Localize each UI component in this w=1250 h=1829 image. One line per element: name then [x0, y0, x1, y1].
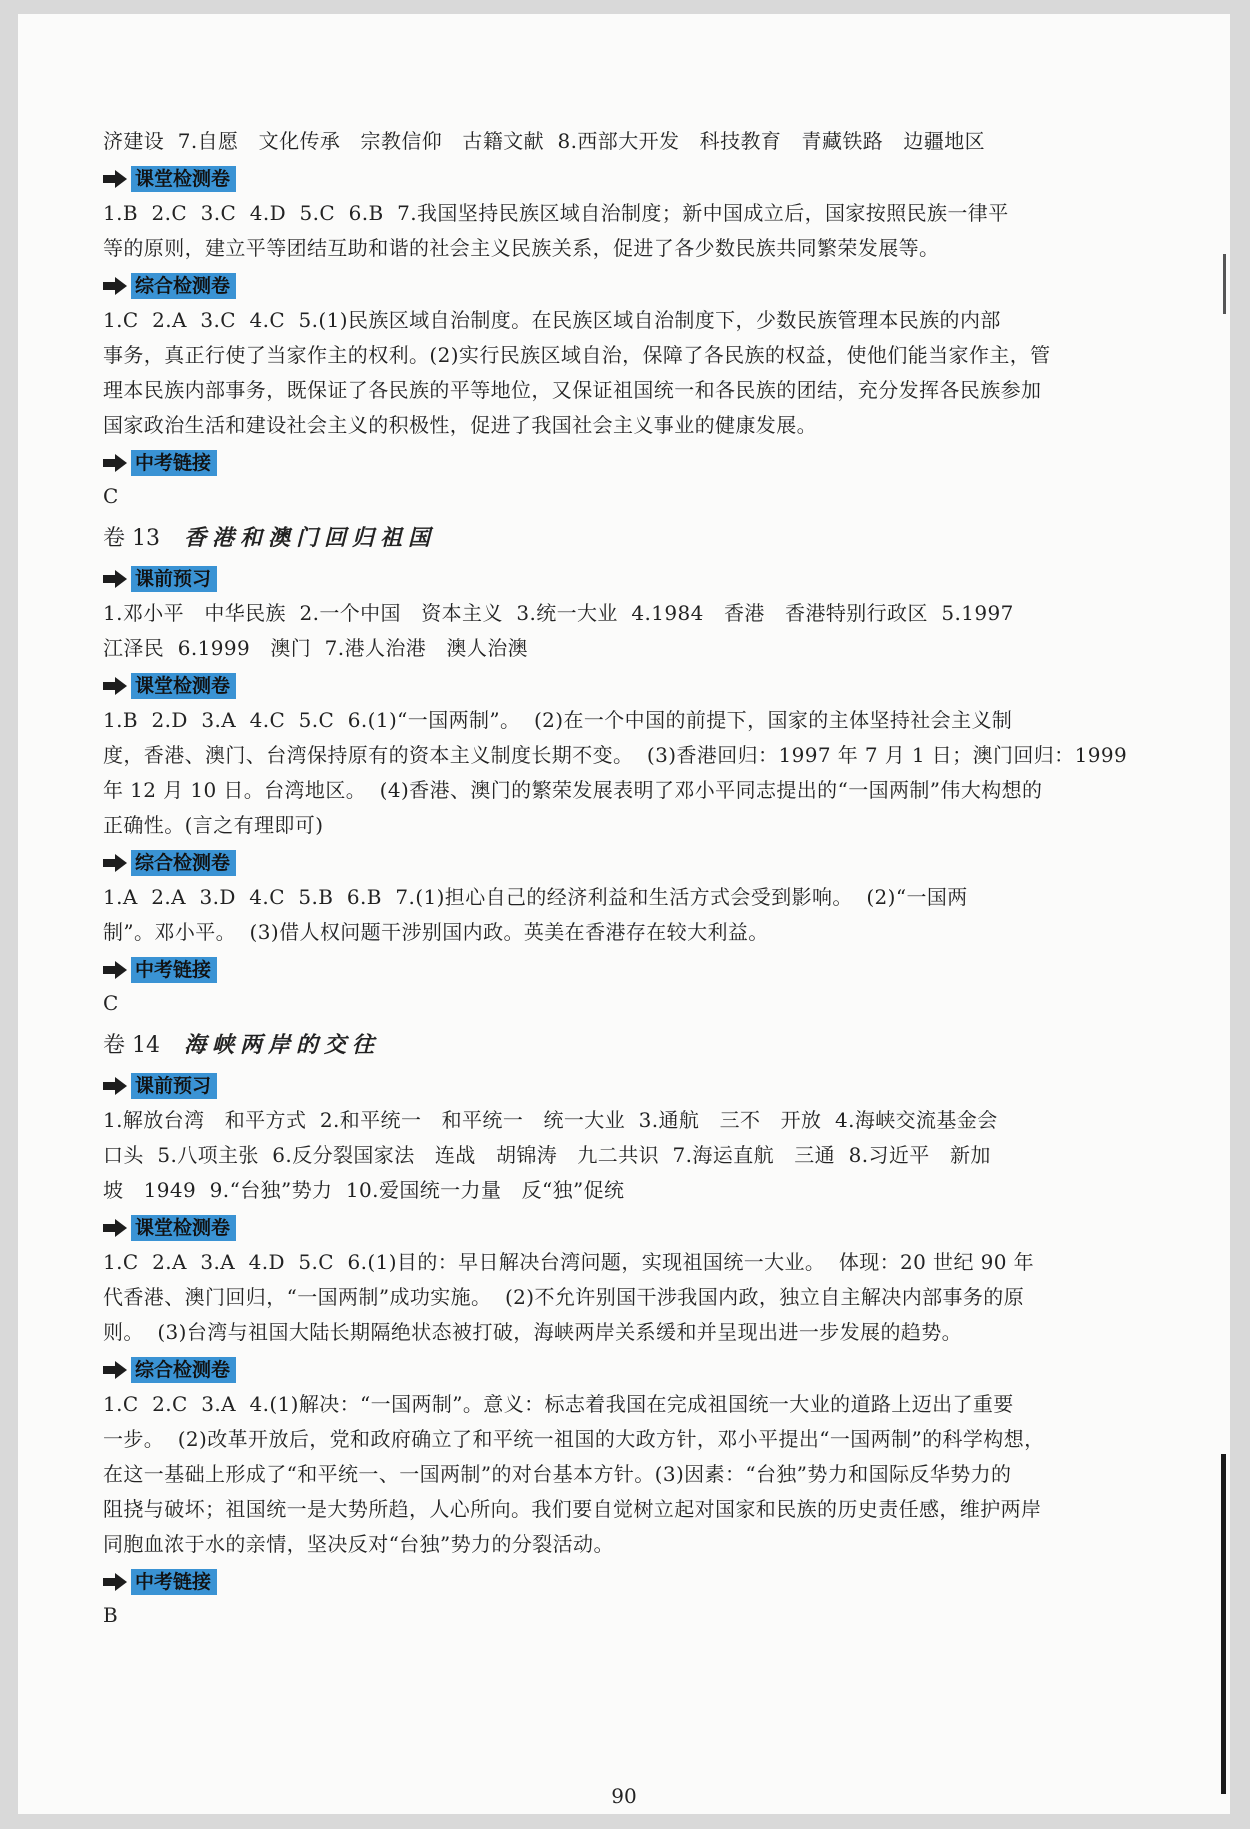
text-line: 制”。邓小平。 (3)借人权问题干涉别国内政。英美在香港存在较大利益。	[103, 920, 769, 944]
text-line: 1.C 2.C 3.A 4.(1)解决：“一国两制”。意义：标志着我国在完成祖国统一大业的道路上迈出了重要	[103, 1392, 1014, 1416]
page-content	[103, 124, 1153, 1635]
text-line: 1.解放台湾 和平方式 2.和平统一 和平统一 统一大业 3.通航 三不 开放 4.海峡交流基金会	[103, 1108, 998, 1132]
arrow-icon	[103, 454, 129, 472]
tag-label: 课前预习	[131, 566, 217, 592]
section-tag-classroom	[103, 673, 1153, 699]
tag-label: 综合检测卷	[131, 1357, 236, 1383]
text-line: 同胞血浓于水的亲情，坚决反对“台独”势力的分裂活动。	[103, 1532, 614, 1556]
arrow-icon	[103, 1219, 129, 1237]
exam-answer: C	[103, 484, 119, 508]
text-line: 国家政治生活和建设社会主义的积极性，促进了我国社会主义事业的健康发展。	[103, 413, 817, 437]
text-line: 坡 1949 9.“台独”势力 10.爱国统一力量 反“独”促统	[103, 1178, 625, 1202]
section-tag-preview	[103, 566, 1153, 592]
section-title-13	[103, 518, 1153, 559]
text-line: 江泽民 6.1999 澳门 7.港人治港 澳人治澳	[103, 636, 529, 660]
scan-edge-mark	[1223, 254, 1226, 314]
arrow-icon	[103, 854, 129, 872]
scan-edge-mark	[1221, 1454, 1226, 1794]
text-line: 等的原则，建立平等团结互助和谐的社会主义民族关系，促进了各少数民族共同繁荣发展等。	[103, 236, 940, 260]
arrow-icon	[103, 1361, 129, 1379]
section-name: 香港和澳门回归祖国	[184, 525, 437, 551]
text-line: 事务，真正行使了当家作主的权利。(2)实行民族区域自治，保障了各民族的权益，使他们能当家作主，管	[103, 343, 1051, 367]
arrow-icon	[103, 170, 129, 188]
section-tag-comprehensive	[103, 1357, 1153, 1383]
arrow-icon	[103, 277, 129, 295]
section-number: 卷 13	[103, 526, 160, 551]
section-tag-exam	[103, 957, 1153, 983]
text-line: 济建设 7.自愿 文化传承 宗教信仰 古籍文献 8.西部大开发 科技教育 青藏铁路 边疆地区	[103, 129, 986, 153]
text-line: 一步。 (2)改革开放后，党和政府确立了和平统一祖国的大政方针，邓小平提出“一国两制”的科学构想，	[103, 1427, 1045, 1451]
section-tag-classroom	[103, 166, 1153, 192]
section-number: 卷 14	[103, 1033, 160, 1058]
text-line: 口头 5.八项主张 6.反分裂国家法 连战 胡锦涛 九二共识 7.海运直航 三通 8.习近平 新加	[103, 1143, 991, 1167]
section-title-14	[103, 1025, 1153, 1066]
page-number: 90	[611, 1784, 637, 1808]
text-line: 在这一基础上形成了“和平统一、一国两制”的对台基本方针。(3)因素：“台独”势力和国际反华势力的	[103, 1462, 1012, 1486]
answer-page	[18, 14, 1230, 1814]
tag-label: 综合检测卷	[131, 850, 236, 876]
text-line: 则。 (3)台湾与祖国大陆长期隔绝状态被打破，海峡两岸关系缓和并呈现出进一步发展的趋势。	[103, 1320, 963, 1344]
section-tag-comprehensive	[103, 273, 1153, 299]
section-tag-comprehensive	[103, 850, 1153, 876]
text-line: 理本民族内部事务，既保证了各民族的平等地位，又保证祖国统一和各民族的团结，充分发挥各民族参加	[103, 378, 1042, 402]
text-line: 阻挠与破坏；祖国统一是大势所趋，人心所向。我们要自觉树立起对国家和民族的历史责任感，维护两岸	[103, 1497, 1042, 1521]
section-tag-preview	[103, 1073, 1153, 1099]
section-tag-exam	[103, 450, 1153, 476]
text-line: 1.B 2.D 3.A 4.C 5.C 6.(1)“一国两制”。 (2)在一个中国的前提下，国家的主体坚持社会主义制	[103, 708, 1013, 732]
section-tag-exam	[103, 1569, 1153, 1595]
section-tag-classroom	[103, 1215, 1153, 1241]
section-name: 海峡两岸的交往	[184, 1032, 381, 1058]
exam-answer: B	[103, 1603, 118, 1627]
text-line: 1.C 2.A 3.A 4.D 5.C 6.(1)目的：早日解决台湾问题，实现祖国统一大业。 体现：20 世纪 90 年	[103, 1250, 1035, 1274]
text-line: 1.B 2.C 3.C 4.D 5.C 6.B 7.我国坚持民族区域自治制度；新中国成立后，国家按照民族一律平	[103, 201, 1009, 225]
tag-label: 课堂检测卷	[131, 166, 236, 192]
text-line: 年 12 月 10 日。台湾地区。 (4)香港、澳门的繁荣发展表明了邓小平同志提出的“一国两制”伟大构想的	[103, 778, 1043, 802]
text-line: 度，香港、澳门、台湾保持原有的资本主义制度长期不变。 (3)香港回归：1997 年 7 月 1 日；澳门回归：1999	[103, 743, 1128, 767]
tag-label: 课前预习	[131, 1073, 217, 1099]
text-line: 代香港、澳门回归，“一国两制”成功实施。 (2)不允许别国干涉我国内政，独立自主解决内部事务的原	[103, 1285, 1025, 1309]
arrow-icon	[103, 961, 129, 979]
text-line: 1.C 2.A 3.C 4.C 5.(1)民族区域自治制度。在民族区域自治制度下，少数民族管理本民族的内部	[103, 308, 1001, 332]
tag-label: 综合检测卷	[131, 273, 236, 299]
tag-label: 中考链接	[131, 450, 217, 476]
text-line: 正确性。(言之有理即可)	[103, 813, 324, 837]
tag-label: 课堂检测卷	[131, 673, 236, 699]
tag-label: 课堂检测卷	[131, 1215, 236, 1241]
exam-answer: C	[103, 991, 119, 1015]
text-line: 1.A 2.A 3.D 4.C 5.B 6.B 7.(1)担心自己的经济利益和生活方式会受到影响。 (2)“一国两	[103, 885, 968, 909]
tag-label: 中考链接	[131, 1569, 217, 1595]
arrow-icon	[103, 570, 129, 588]
arrow-icon	[103, 677, 129, 695]
arrow-icon	[103, 1077, 129, 1095]
arrow-icon	[103, 1573, 129, 1591]
text-line: 1.邓小平 中华民族 2.一个中国 资本主义 3.统一大业 4.1984 香港 香港特别行政区 5.1997	[103, 601, 1014, 625]
tag-label: 中考链接	[131, 957, 217, 983]
